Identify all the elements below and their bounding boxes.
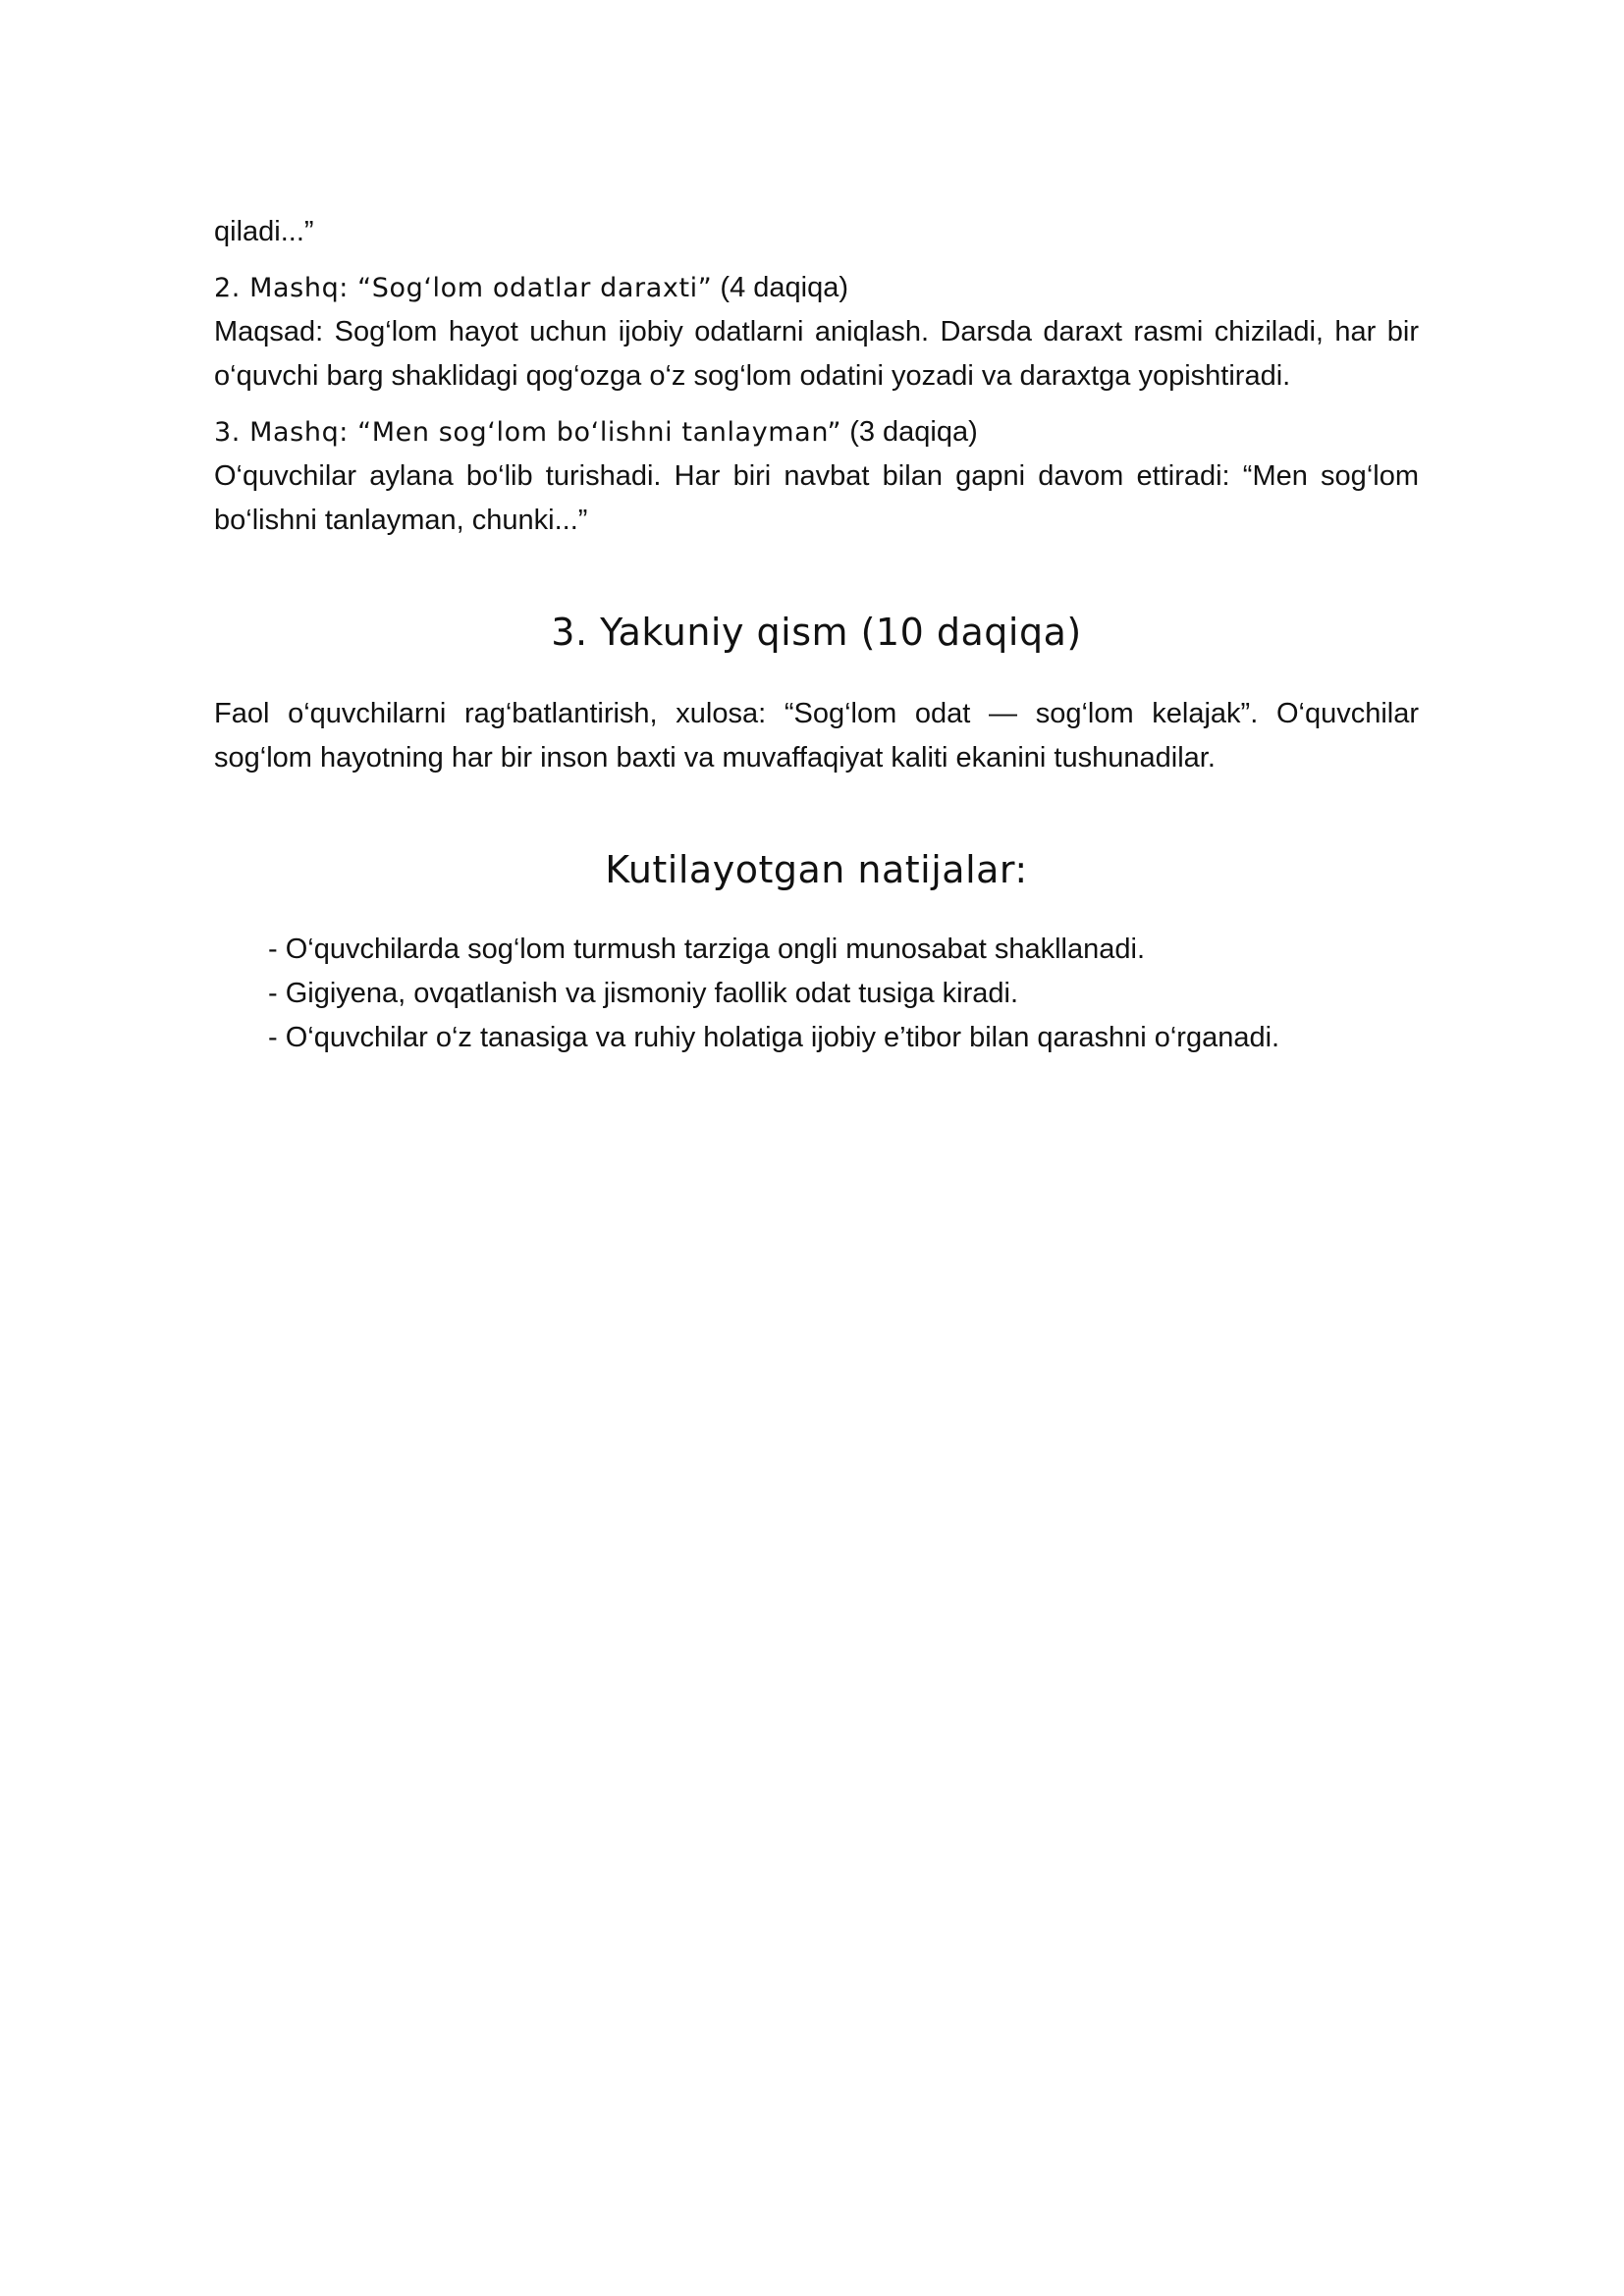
exercise-3 bbox=[214, 410, 1419, 543]
exercise-2 bbox=[214, 266, 1419, 399]
exercise-3-title-main: 3. Mashq: “Men sog‘lom bo‘lishni tanlayman” bbox=[214, 417, 842, 448]
document-page bbox=[214, 210, 1419, 1060]
list-item: - O‘quvchilarda sog‘lom turmush tarziga ongli munosabat shakllanadi. bbox=[268, 934, 1146, 965]
exercise-2-title-main: 2. Mashq: “Sog‘lom odatlar daraxti” bbox=[214, 273, 713, 303]
exercise-3-text: O‘quvchilar aylana bo‘lib turishadi. Har biri navbat bilan gapni davom ettiradi: “Men sog‘lom bo‘lishni tanlayman, chunki...” bbox=[214, 460, 1419, 536]
list-item: - Gigiyena, ovqatlanish va jismoniy faollik odat tusiga kiradi. bbox=[268, 978, 1019, 1009]
final-section-heading: 3. Yakuniy qism (10 daqiqa) bbox=[551, 611, 1082, 654]
final-section-text: Faol o‘quvchilarni rag‘batlantirish, xulosa: “Sog‘lom odat — sog‘lom kelajak”. O‘quvchilar sog‘lom hayotning har bir inson baxti va muvaffaqiyat kaliti ekanini tushunadilar. bbox=[214, 698, 1419, 774]
exercise-2-title-time: (4 daqiqa) bbox=[712, 272, 849, 303]
exercise-2-title bbox=[214, 266, 1419, 310]
exercise-3-title bbox=[214, 410, 1419, 454]
list-item: - O‘quvchilar o‘z tanasiga va ruhiy holatiga ijobiy e’tibor bilan qarashni o‘rganadi. bbox=[268, 1022, 1280, 1053]
continuation-text: qiladi...” bbox=[214, 216, 314, 247]
exercise-2-text: Maqsad: Sog‘lom hayot uchun ijobiy odatlarni aniqlash. Darsda daraxt rasmi chiziladi, har bir o‘quvchi barg shaklidagi qog‘ozga o‘z sog‘lom odatini yozadi va daraxtga yopishtiradi. bbox=[214, 316, 1419, 392]
exercise-3-title-time: (3 daqiqa) bbox=[841, 416, 978, 448]
expected-results-list bbox=[214, 928, 1419, 1060]
expected-results-heading: Kutilayotgan natijalar: bbox=[605, 848, 1028, 891]
